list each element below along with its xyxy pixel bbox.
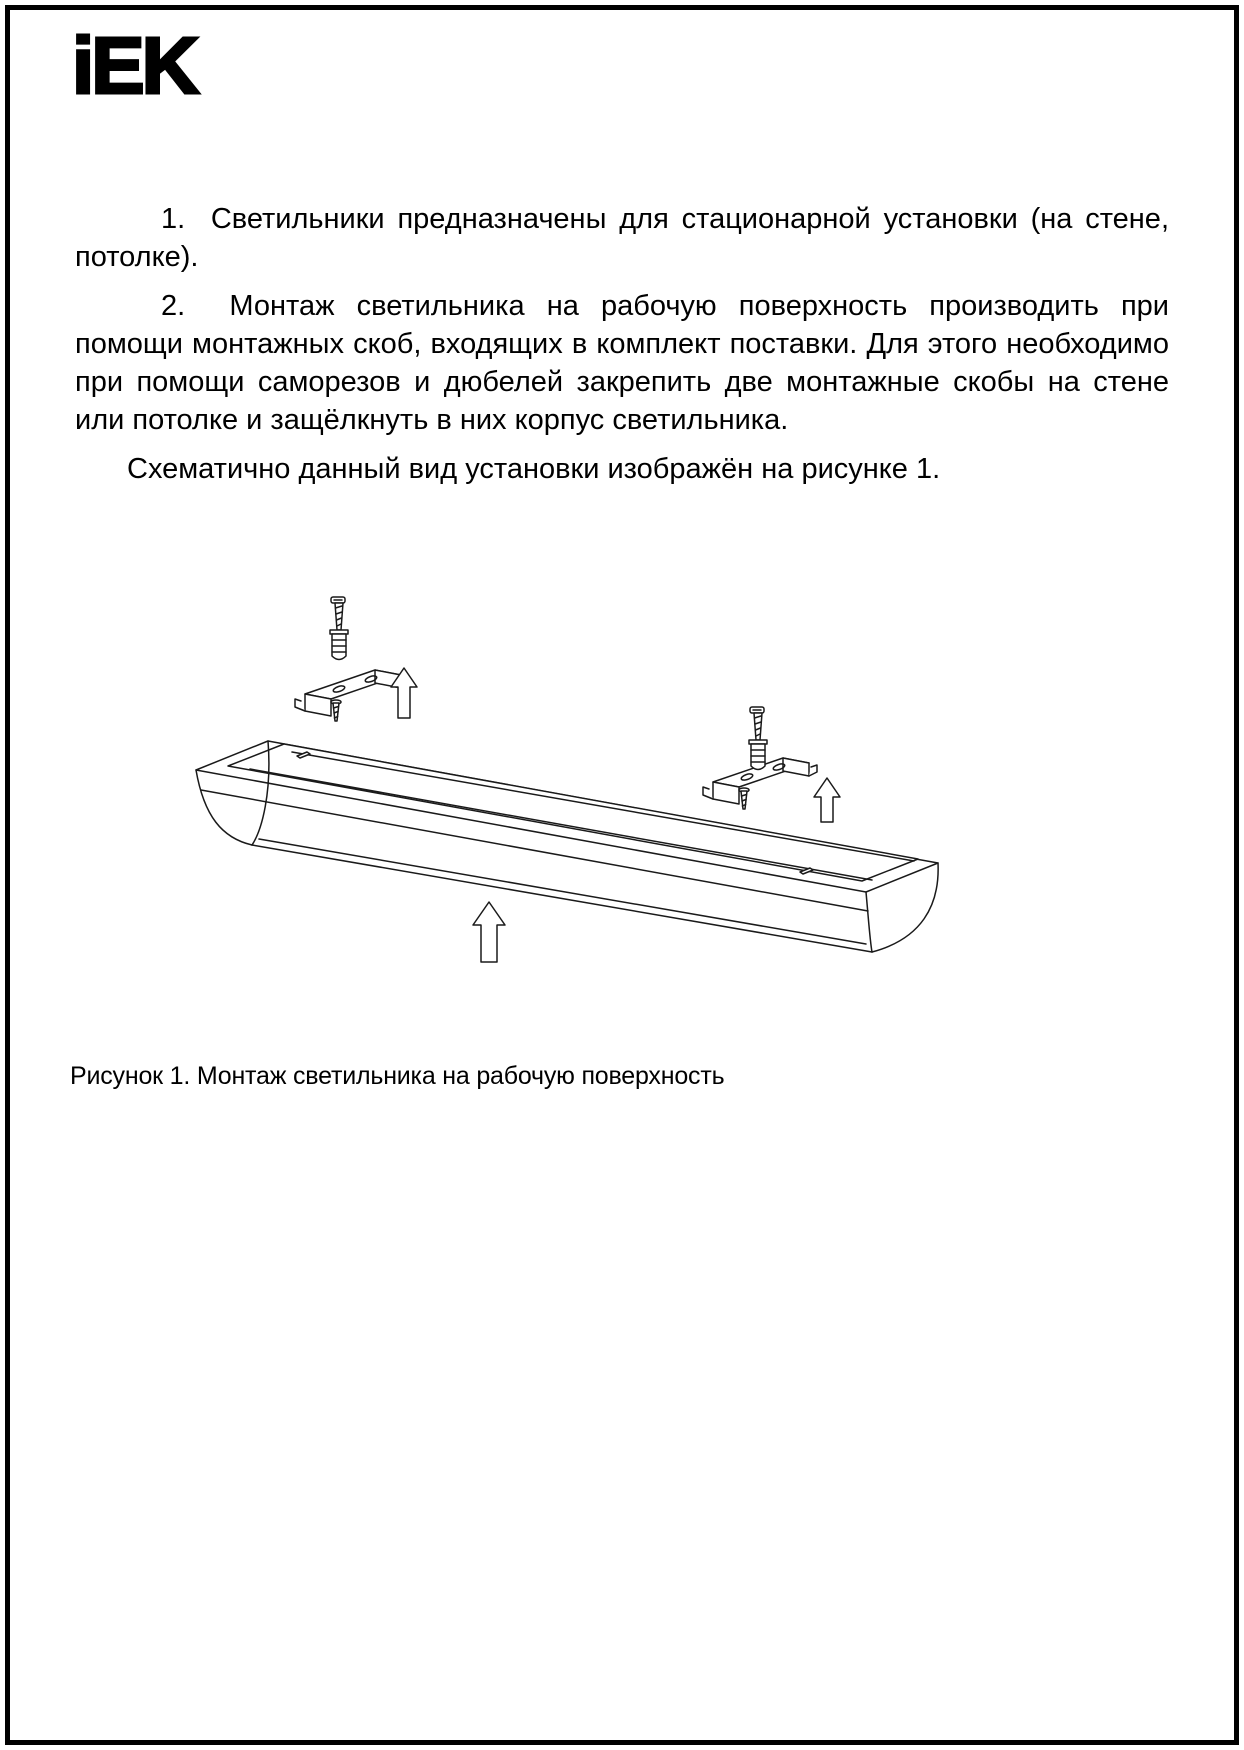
mounting-bracket-right bbox=[703, 758, 817, 809]
arrow-up-left bbox=[391, 668, 417, 718]
arrow-up-bottom bbox=[473, 902, 505, 962]
paragraph-1: 1. Светильники предназначены для стационарной установки (на стене, потолке). bbox=[75, 203, 1169, 274]
paragraph-3: Схематично данный вид установки изображён на рисунке 1. bbox=[127, 452, 941, 485]
arrow-up-right bbox=[814, 778, 840, 822]
screw-and-dowel-left bbox=[330, 597, 348, 660]
bracket-screw-right bbox=[739, 788, 749, 809]
screw-and-dowel-right bbox=[749, 707, 767, 770]
luminaire-body bbox=[196, 741, 938, 952]
bracket-screw-left bbox=[331, 700, 341, 721]
paragraph-2: 2. Монтаж светильника на рабочую поверхность производить при помощи монтажных скоб, входящих в комплект поставки. Для этого необходимо при помощи саморезов и дюбелей закрепить две монтажные скобы на стене или потолке и защёлкнуть в них корпус светильника. bbox=[75, 289, 1169, 437]
mounting-bracket-left bbox=[295, 670, 409, 721]
figure-caption: Рисунок 1. Монтаж светильника на рабочую поверхность bbox=[70, 1062, 725, 1090]
body-text bbox=[75, 200, 1169, 488]
iek-logo: iEK bbox=[72, 21, 197, 110]
